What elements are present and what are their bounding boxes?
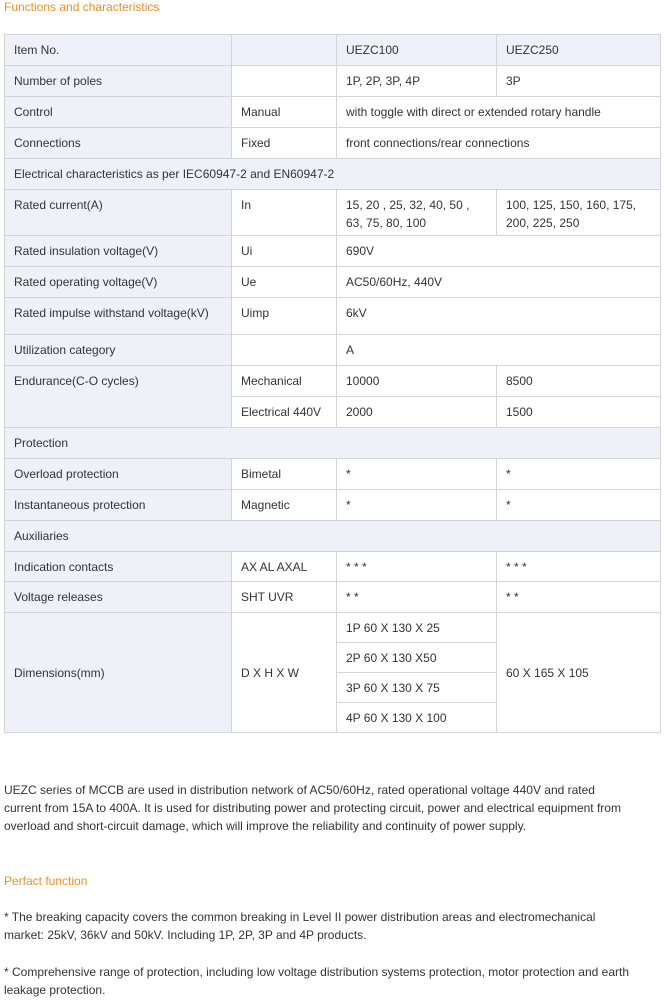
paragraph-line: * Comprehensive range of protection, including low voltage distribution systems protection, motor protection and earth [4,965,630,979]
sub-cell: Ue [232,267,337,298]
dimension-cell: 3P 60 X 130 X 75 [337,673,497,703]
uezc250-cell: 1500 [497,397,661,428]
table-header-protection [5,428,661,459]
uezc250-cell: * [497,490,661,521]
sub-cell: Magnetic [232,490,337,521]
table-row-operating-voltage [5,267,661,298]
table-row-item-no [5,35,661,66]
row-label: Connections [5,128,232,159]
sub-cell: Mechanical [232,366,337,397]
uezc100-cell: * [337,490,497,521]
uezc100-cell: 1P, 2P, 3P, 4P [337,66,497,97]
uezc100-cell [337,190,497,236]
row-label: Rated current(A) [5,190,232,236]
table-row-endurance-mechanical [5,366,661,397]
description-paragraph [4,781,660,835]
dimension-cell: 4P 60 X 130 X 100 [337,703,497,733]
value-cell: A [337,335,661,366]
sub-cell: Fixed [232,128,337,159]
value-line: 200, 225, 250 [506,216,580,230]
dimension-cell: 2P 60 X 130 X50 [337,643,497,673]
paragraph-line: market: 25kV, 36kV and 50kV. Including 1P, 2P, 3P and 4P products. [4,928,367,942]
uezc250-cell: UEZC250 [497,35,661,66]
uezc250-cell: * [497,459,661,490]
value-cell: 6kV [337,298,661,335]
value-line: 100, 125, 150, 160, 175, [506,198,637,212]
value-line: 15, 20 , 25, 32, 40, 50 , [346,198,470,212]
row-label: Endurance(C-O cycles) [5,366,232,428]
sub-cell: In [232,190,337,236]
table-row-dimensions [5,613,661,643]
uezc250-cell: * * [497,582,661,613]
row-label: Utilization category [5,335,232,366]
table-row-insulation-voltage [5,236,661,267]
uezc250-cell: 3P [497,66,661,97]
row-label: Rated impulse withstand voltage(kV) [5,298,232,335]
row-label: Overload protection [5,459,232,490]
paragraph-line: leakage protection. [4,983,106,997]
value-line: 63, 75, 80, 100 [346,216,427,230]
table-row-overload [5,459,661,490]
table-row-control [5,97,661,128]
section-title-functions: Functions and characteristics [4,0,160,14]
sub-cell: Electrical 440V [232,397,337,428]
table-header-electrical [5,159,661,190]
table-row-voltage-releases [5,582,661,613]
value-cell: AC50/60Hz, 440V [337,267,661,298]
specifications-table [4,34,661,733]
table-row-rated-current [5,190,661,236]
uezc250-cell: * * * [497,552,661,582]
paragraph-line: overload and short-circuit damage, which will improve the reliability and continuity of power supply. [4,819,527,833]
row-label: Rated operating voltage(V) [5,267,232,298]
row-label: Number of poles [5,66,232,97]
row-label: Instantaneous protection [5,490,232,521]
bullet-protection-range [4,963,660,999]
uezc250-cell: 8500 [497,366,661,397]
uezc100-cell: * * [337,582,497,613]
sub-cell: AX AL AXAL [232,552,337,582]
uezc100-cell: 10000 [337,366,497,397]
sub-cell [232,66,337,97]
paragraph-line: current from 15A to 400A. It is used for distributing power and protecting circuit, power and electrical equipment from [4,801,621,815]
sub-cell: SHT UVR [232,582,337,613]
table-row-utilization [5,335,661,366]
table-row-instantaneous [5,490,661,521]
section-title-perfact-function: Perfact function [4,874,88,888]
row-label: Control [5,97,232,128]
uezc100-cell: * [337,459,497,490]
section-header: Electrical characteristics as per IEC60947-2 and EN60947-2 [5,159,661,190]
sub-cell [232,35,337,66]
table-row-connections [5,128,661,159]
section-header: Protection [5,428,661,459]
row-label: Indication contacts [5,552,232,582]
section-header: Auxiliaries [5,521,661,552]
dimension-cell: 1P 60 X 130 X 25 [337,613,497,643]
sub-cell: Uimp [232,298,337,335]
table-row-indication [5,552,661,582]
paragraph-line: UEZC series of MCCB are used in distribution network of AC50/60Hz, rated operational voltage 440V and rated [4,783,595,797]
paragraph-line: * The breaking capacity covers the common breaking in Level II power distribution areas and electromechanical [4,910,596,924]
bullet-breaking-capacity [4,908,660,944]
row-label: Rated insulation voltage(V) [5,236,232,267]
row-label: Item No. [5,35,232,66]
table-row-poles [5,66,661,97]
value-cell: with toggle with direct or extended rotary handle [337,97,661,128]
table-header-auxiliaries [5,521,661,552]
uezc100-cell: 2000 [337,397,497,428]
value-cell: 690V [337,236,661,267]
row-label: Voltage releases [5,582,232,613]
uezc100-cell: UEZC100 [337,35,497,66]
sub-cell: Manual [232,97,337,128]
row-label: Dimensions(mm) [5,613,232,733]
uezc250-cell [497,190,661,236]
sub-cell: D X H X W [232,613,337,733]
uezc250-cell: 60 X 165 X 105 [497,613,661,733]
table-row-impulse-voltage [5,298,661,335]
sub-cell [232,335,337,366]
value-cell: front connections/rear connections [337,128,661,159]
sub-cell: Ui [232,236,337,267]
sub-cell: Bimetal [232,459,337,490]
uezc100-cell: * * * [337,552,497,582]
